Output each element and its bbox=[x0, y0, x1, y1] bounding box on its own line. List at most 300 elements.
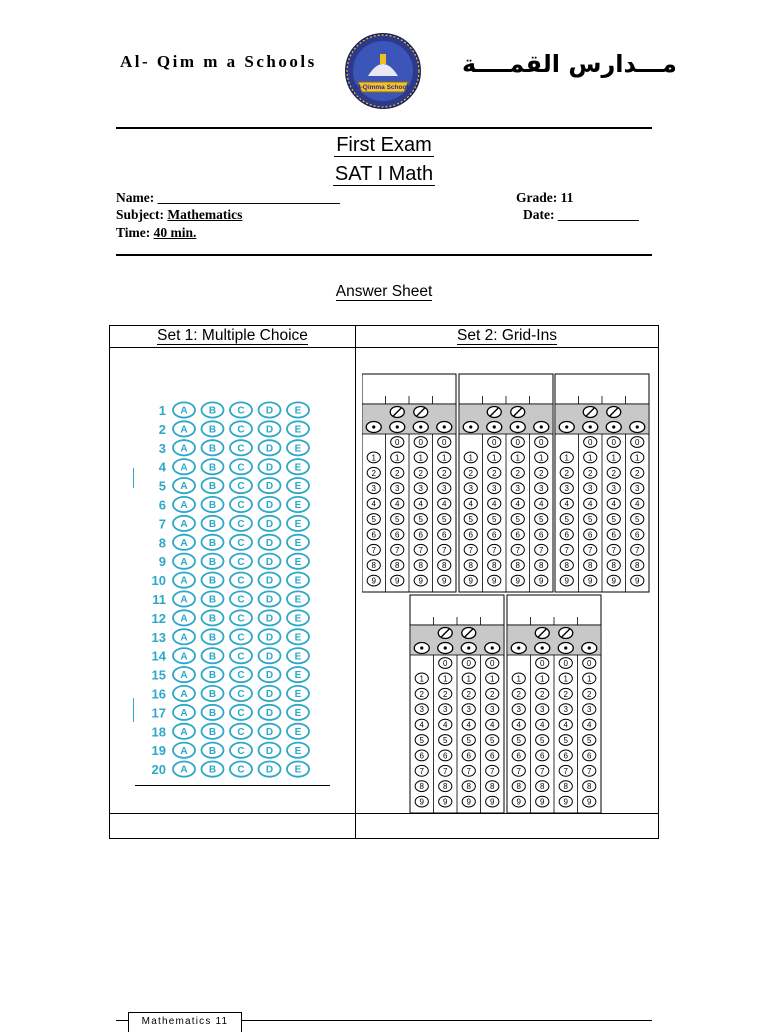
digit-bubble-9[interactable] bbox=[415, 796, 428, 807]
digit-bubble-9[interactable] bbox=[414, 575, 427, 586]
answer-bubble-A[interactable] bbox=[173, 421, 195, 436]
digit-bubble-3[interactable] bbox=[536, 704, 549, 715]
digit-bubble-5[interactable] bbox=[631, 514, 644, 525]
digit-bubble-3[interactable] bbox=[560, 483, 573, 494]
digit-bubble-3[interactable] bbox=[367, 483, 380, 494]
fraction-bubble[interactable] bbox=[511, 407, 525, 418]
answer-bubble-C[interactable] bbox=[230, 667, 252, 682]
digit-bubble-3[interactable] bbox=[535, 483, 548, 494]
digit-bubble-4[interactable] bbox=[367, 498, 380, 509]
digit-bubble-6[interactable] bbox=[536, 750, 549, 761]
digit-bubble-2[interactable] bbox=[511, 467, 524, 478]
digit-bubble-0[interactable] bbox=[438, 437, 451, 448]
digit-bubble-0[interactable] bbox=[414, 437, 427, 448]
answer-bubble-D[interactable] bbox=[259, 591, 281, 606]
answer-bubble-C[interactable] bbox=[230, 591, 252, 606]
digit-bubble-4[interactable] bbox=[488, 498, 501, 509]
digit-bubble-7[interactable] bbox=[560, 544, 573, 555]
digit-bubble-9[interactable] bbox=[559, 796, 572, 807]
answer-bubble-A[interactable] bbox=[173, 610, 195, 625]
digit-bubble-9[interactable] bbox=[486, 796, 499, 807]
digit-bubble-7[interactable] bbox=[559, 765, 572, 776]
digit-bubble-6[interactable] bbox=[607, 529, 620, 540]
digit-bubble-5[interactable] bbox=[438, 514, 451, 525]
decimal-bubble[interactable] bbox=[583, 422, 598, 433]
answer-bubble-D[interactable] bbox=[259, 554, 281, 569]
digit-bubble-5[interactable] bbox=[512, 735, 525, 746]
answer-bubble-C[interactable] bbox=[230, 478, 252, 493]
digit-bubble-9[interactable] bbox=[488, 575, 501, 586]
digit-bubble-1[interactable] bbox=[415, 673, 428, 684]
digit-bubble-3[interactable] bbox=[391, 483, 404, 494]
answer-bubble-A[interactable] bbox=[173, 762, 195, 777]
decimal-bubble[interactable] bbox=[582, 643, 597, 654]
answer-bubble-C[interactable] bbox=[230, 610, 252, 625]
digit-bubble-6[interactable] bbox=[535, 529, 548, 540]
digit-bubble-5[interactable] bbox=[583, 735, 596, 746]
answer-bubble-D[interactable] bbox=[259, 610, 281, 625]
digit-bubble-5[interactable] bbox=[486, 735, 499, 746]
digit-bubble-8[interactable] bbox=[512, 781, 525, 792]
digit-bubble-4[interactable] bbox=[536, 719, 549, 730]
digit-bubble-6[interactable] bbox=[488, 529, 501, 540]
digit-bubble-4[interactable] bbox=[462, 719, 475, 730]
digit-bubble-5[interactable] bbox=[488, 514, 501, 525]
digit-bubble-1[interactable] bbox=[535, 452, 548, 463]
digit-bubble-8[interactable] bbox=[486, 781, 499, 792]
answer-bubble-E[interactable] bbox=[287, 402, 309, 417]
digit-bubble-8[interactable] bbox=[607, 560, 620, 571]
answer-bubble-E[interactable] bbox=[287, 478, 309, 493]
digit-bubble-1[interactable] bbox=[560, 452, 573, 463]
answer-bubble-E[interactable] bbox=[287, 554, 309, 569]
digit-bubble-4[interactable] bbox=[607, 498, 620, 509]
answer-bubble-A[interactable] bbox=[173, 554, 195, 569]
answer-bubble-E[interactable] bbox=[287, 705, 309, 720]
digit-bubble-8[interactable] bbox=[536, 781, 549, 792]
answer-bubble-C[interactable] bbox=[230, 459, 252, 474]
digit-bubble-1[interactable] bbox=[439, 673, 452, 684]
digit-bubble-9[interactable] bbox=[367, 575, 380, 586]
digit-bubble-6[interactable] bbox=[462, 750, 475, 761]
digit-bubble-4[interactable] bbox=[391, 498, 404, 509]
digit-bubble-5[interactable] bbox=[462, 735, 475, 746]
digit-bubble-6[interactable] bbox=[560, 529, 573, 540]
answer-bubble-E[interactable] bbox=[287, 610, 309, 625]
digit-bubble-7[interactable] bbox=[438, 544, 451, 555]
digit-bubble-5[interactable] bbox=[414, 514, 427, 525]
answer-bubble-C[interactable] bbox=[230, 421, 252, 436]
answer-bubble-E[interactable] bbox=[287, 667, 309, 682]
digit-bubble-4[interactable] bbox=[559, 719, 572, 730]
digit-bubble-6[interactable] bbox=[559, 750, 572, 761]
digit-bubble-9[interactable] bbox=[391, 575, 404, 586]
answer-bubble-E[interactable] bbox=[287, 686, 309, 701]
answer-bubble-B[interactable] bbox=[202, 421, 224, 436]
answer-bubble-C[interactable] bbox=[230, 686, 252, 701]
digit-bubble-1[interactable] bbox=[367, 452, 380, 463]
digit-bubble-1[interactable] bbox=[584, 452, 597, 463]
digit-bubble-2[interactable] bbox=[486, 688, 499, 699]
digit-bubble-5[interactable] bbox=[607, 514, 620, 525]
digit-bubble-8[interactable] bbox=[367, 560, 380, 571]
digit-bubble-3[interactable] bbox=[462, 704, 475, 715]
digit-bubble-4[interactable] bbox=[631, 498, 644, 509]
answer-bubble-C[interactable] bbox=[230, 516, 252, 531]
digit-bubble-0[interactable] bbox=[511, 437, 524, 448]
digit-bubble-3[interactable] bbox=[438, 483, 451, 494]
digit-bubble-9[interactable] bbox=[462, 796, 475, 807]
answer-bubble-E[interactable] bbox=[287, 724, 309, 739]
digit-bubble-1[interactable] bbox=[559, 673, 572, 684]
digit-bubble-6[interactable] bbox=[414, 529, 427, 540]
decimal-bubble[interactable] bbox=[485, 643, 500, 654]
digit-bubble-7[interactable] bbox=[464, 544, 477, 555]
answer-bubble-D[interactable] bbox=[259, 629, 281, 644]
digit-bubble-6[interactable] bbox=[584, 529, 597, 540]
digit-bubble-6[interactable] bbox=[367, 529, 380, 540]
digit-bubble-2[interactable] bbox=[560, 467, 573, 478]
answer-bubble-C[interactable] bbox=[230, 535, 252, 550]
fraction-bubble[interactable] bbox=[438, 628, 452, 639]
digit-bubble-8[interactable] bbox=[511, 560, 524, 571]
digit-bubble-8[interactable] bbox=[584, 560, 597, 571]
decimal-bubble[interactable] bbox=[463, 422, 478, 433]
answer-bubble-C[interactable] bbox=[230, 724, 252, 739]
answer-bubble-A[interactable] bbox=[173, 516, 195, 531]
digit-bubble-5[interactable] bbox=[584, 514, 597, 525]
answer-bubble-D[interactable] bbox=[259, 705, 281, 720]
digit-bubble-1[interactable] bbox=[462, 673, 475, 684]
answer-bubble-A[interactable] bbox=[173, 478, 195, 493]
digit-bubble-7[interactable] bbox=[583, 765, 596, 776]
digit-bubble-3[interactable] bbox=[584, 483, 597, 494]
answer-bubble-B[interactable] bbox=[202, 743, 224, 758]
digit-bubble-4[interactable] bbox=[584, 498, 597, 509]
digit-bubble-1[interactable] bbox=[414, 452, 427, 463]
answer-bubble-D[interactable] bbox=[259, 648, 281, 663]
answer-bubble-E[interactable] bbox=[287, 440, 309, 455]
digit-bubble-7[interactable] bbox=[584, 544, 597, 555]
digit-bubble-8[interactable] bbox=[439, 781, 452, 792]
answer-bubble-B[interactable] bbox=[202, 573, 224, 588]
digit-bubble-7[interactable] bbox=[631, 544, 644, 555]
decimal-bubble[interactable] bbox=[535, 643, 550, 654]
digit-bubble-9[interactable] bbox=[511, 575, 524, 586]
digit-bubble-0[interactable] bbox=[583, 658, 596, 669]
digit-bubble-9[interactable] bbox=[607, 575, 620, 586]
answer-bubble-C[interactable] bbox=[230, 743, 252, 758]
digit-bubble-4[interactable] bbox=[560, 498, 573, 509]
digit-bubble-8[interactable] bbox=[559, 781, 572, 792]
digit-bubble-1[interactable] bbox=[536, 673, 549, 684]
digit-bubble-9[interactable] bbox=[512, 796, 525, 807]
decimal-bubble[interactable] bbox=[630, 422, 645, 433]
answer-bubble-A[interactable] bbox=[173, 497, 195, 512]
digit-bubble-5[interactable] bbox=[536, 735, 549, 746]
digit-bubble-4[interactable] bbox=[438, 498, 451, 509]
answer-bubble-D[interactable] bbox=[259, 724, 281, 739]
digit-bubble-1[interactable] bbox=[607, 452, 620, 463]
digit-bubble-0[interactable] bbox=[559, 658, 572, 669]
digit-bubble-1[interactable] bbox=[511, 452, 524, 463]
digit-bubble-8[interactable] bbox=[462, 781, 475, 792]
date-blank[interactable]: ____________ bbox=[557, 207, 639, 222]
digit-bubble-8[interactable] bbox=[464, 560, 477, 571]
digit-bubble-4[interactable] bbox=[535, 498, 548, 509]
answer-bubble-A[interactable] bbox=[173, 705, 195, 720]
digit-bubble-2[interactable] bbox=[559, 688, 572, 699]
digit-bubble-3[interactable] bbox=[486, 704, 499, 715]
digit-bubble-2[interactable] bbox=[512, 688, 525, 699]
digit-bubble-4[interactable] bbox=[414, 498, 427, 509]
decimal-bubble[interactable] bbox=[511, 643, 526, 654]
digit-bubble-2[interactable] bbox=[535, 467, 548, 478]
digit-bubble-7[interactable] bbox=[536, 765, 549, 776]
digit-bubble-0[interactable] bbox=[391, 437, 404, 448]
digit-bubble-2[interactable] bbox=[391, 467, 404, 478]
decimal-bubble[interactable] bbox=[366, 422, 381, 433]
answer-bubble-D[interactable] bbox=[259, 686, 281, 701]
answer-bubble-A[interactable] bbox=[173, 648, 195, 663]
answer-bubble-D[interactable] bbox=[259, 421, 281, 436]
digit-bubble-1[interactable] bbox=[512, 673, 525, 684]
answer-bubble-C[interactable] bbox=[230, 629, 252, 644]
digit-bubble-4[interactable] bbox=[439, 719, 452, 730]
digit-bubble-8[interactable] bbox=[414, 560, 427, 571]
digit-bubble-7[interactable] bbox=[415, 765, 428, 776]
digit-bubble-2[interactable] bbox=[536, 688, 549, 699]
answer-bubble-C[interactable] bbox=[230, 705, 252, 720]
decimal-bubble[interactable] bbox=[558, 643, 573, 654]
answer-bubble-D[interactable] bbox=[259, 667, 281, 682]
digit-bubble-2[interactable] bbox=[464, 467, 477, 478]
decimal-bubble[interactable] bbox=[510, 422, 525, 433]
digit-bubble-4[interactable] bbox=[583, 719, 596, 730]
answer-bubble-B[interactable] bbox=[202, 762, 224, 777]
answer-bubble-B[interactable] bbox=[202, 667, 224, 682]
answer-bubble-E[interactable] bbox=[287, 629, 309, 644]
digit-bubble-2[interactable] bbox=[583, 688, 596, 699]
digit-bubble-7[interactable] bbox=[535, 544, 548, 555]
digit-bubble-2[interactable] bbox=[439, 688, 452, 699]
fraction-bubble[interactable] bbox=[462, 628, 476, 639]
decimal-bubble[interactable] bbox=[414, 643, 429, 654]
fraction-bubble[interactable] bbox=[414, 407, 428, 418]
answer-bubble-A[interactable] bbox=[173, 591, 195, 606]
digit-bubble-8[interactable] bbox=[535, 560, 548, 571]
digit-bubble-0[interactable] bbox=[607, 437, 620, 448]
digit-bubble-2[interactable] bbox=[584, 467, 597, 478]
answer-bubble-B[interactable] bbox=[202, 535, 224, 550]
answer-bubble-E[interactable] bbox=[287, 516, 309, 531]
answer-bubble-E[interactable] bbox=[287, 648, 309, 663]
answer-bubble-B[interactable] bbox=[202, 629, 224, 644]
answer-bubble-D[interactable] bbox=[259, 478, 281, 493]
digit-bubble-6[interactable] bbox=[415, 750, 428, 761]
answer-bubble-E[interactable] bbox=[287, 497, 309, 512]
digit-bubble-2[interactable] bbox=[415, 688, 428, 699]
digit-bubble-6[interactable] bbox=[438, 529, 451, 540]
digit-bubble-1[interactable] bbox=[488, 452, 501, 463]
digit-bubble-0[interactable] bbox=[486, 658, 499, 669]
answer-bubble-C[interactable] bbox=[230, 554, 252, 569]
answer-bubble-B[interactable] bbox=[202, 554, 224, 569]
digit-bubble-1[interactable] bbox=[391, 452, 404, 463]
digit-bubble-3[interactable] bbox=[464, 483, 477, 494]
name-blank[interactable]: ___________________________ bbox=[157, 190, 340, 205]
digit-bubble-3[interactable] bbox=[414, 483, 427, 494]
answer-bubble-D[interactable] bbox=[259, 573, 281, 588]
answer-bubble-B[interactable] bbox=[202, 402, 224, 417]
decimal-bubble[interactable] bbox=[413, 422, 428, 433]
digit-bubble-6[interactable] bbox=[512, 750, 525, 761]
digit-bubble-3[interactable] bbox=[559, 704, 572, 715]
answer-bubble-A[interactable] bbox=[173, 402, 195, 417]
answer-bubble-D[interactable] bbox=[259, 516, 281, 531]
digit-bubble-6[interactable] bbox=[464, 529, 477, 540]
digit-bubble-0[interactable] bbox=[584, 437, 597, 448]
digit-bubble-2[interactable] bbox=[438, 467, 451, 478]
answer-bubble-C[interactable] bbox=[230, 440, 252, 455]
digit-bubble-3[interactable] bbox=[631, 483, 644, 494]
answer-bubble-A[interactable] bbox=[173, 724, 195, 739]
answer-bubble-A[interactable] bbox=[173, 667, 195, 682]
answer-bubble-B[interactable] bbox=[202, 459, 224, 474]
digit-bubble-5[interactable] bbox=[535, 514, 548, 525]
digit-bubble-3[interactable] bbox=[607, 483, 620, 494]
digit-bubble-6[interactable] bbox=[439, 750, 452, 761]
answer-bubble-A[interactable] bbox=[173, 459, 195, 474]
digit-bubble-8[interactable] bbox=[488, 560, 501, 571]
digit-bubble-5[interactable] bbox=[391, 514, 404, 525]
digit-bubble-9[interactable] bbox=[535, 575, 548, 586]
digit-bubble-1[interactable] bbox=[631, 452, 644, 463]
digit-bubble-5[interactable] bbox=[511, 514, 524, 525]
answer-bubble-C[interactable] bbox=[230, 497, 252, 512]
digit-bubble-7[interactable] bbox=[511, 544, 524, 555]
digit-bubble-4[interactable] bbox=[464, 498, 477, 509]
answer-bubble-E[interactable] bbox=[287, 573, 309, 588]
answer-bubble-B[interactable] bbox=[202, 478, 224, 493]
decimal-bubble[interactable] bbox=[534, 422, 549, 433]
answer-bubble-E[interactable] bbox=[287, 421, 309, 436]
digit-bubble-0[interactable] bbox=[535, 437, 548, 448]
answer-bubble-C[interactable] bbox=[230, 573, 252, 588]
digit-bubble-6[interactable] bbox=[391, 529, 404, 540]
digit-bubble-4[interactable] bbox=[512, 719, 525, 730]
digit-bubble-7[interactable] bbox=[607, 544, 620, 555]
answer-bubble-A[interactable] bbox=[173, 440, 195, 455]
answer-bubble-B[interactable] bbox=[202, 686, 224, 701]
fraction-bubble[interactable] bbox=[487, 407, 501, 418]
decimal-bubble[interactable] bbox=[461, 643, 476, 654]
digit-bubble-9[interactable] bbox=[583, 796, 596, 807]
fraction-bubble[interactable] bbox=[583, 407, 597, 418]
digit-bubble-9[interactable] bbox=[536, 796, 549, 807]
digit-bubble-2[interactable] bbox=[462, 688, 475, 699]
answer-bubble-A[interactable] bbox=[173, 686, 195, 701]
digit-bubble-4[interactable] bbox=[511, 498, 524, 509]
digit-bubble-3[interactable] bbox=[511, 483, 524, 494]
digit-bubble-7[interactable] bbox=[462, 765, 475, 776]
digit-bubble-6[interactable] bbox=[583, 750, 596, 761]
digit-bubble-9[interactable] bbox=[631, 575, 644, 586]
answer-bubble-B[interactable] bbox=[202, 724, 224, 739]
fraction-bubble[interactable] bbox=[559, 628, 573, 639]
digit-bubble-8[interactable] bbox=[560, 560, 573, 571]
digit-bubble-3[interactable] bbox=[488, 483, 501, 494]
digit-bubble-2[interactable] bbox=[414, 467, 427, 478]
decimal-bubble[interactable] bbox=[559, 422, 574, 433]
answer-bubble-E[interactable] bbox=[287, 743, 309, 758]
answer-bubble-B[interactable] bbox=[202, 497, 224, 512]
digit-bubble-5[interactable] bbox=[559, 735, 572, 746]
digit-bubble-7[interactable] bbox=[414, 544, 427, 555]
digit-bubble-5[interactable] bbox=[464, 514, 477, 525]
digit-bubble-1[interactable] bbox=[486, 673, 499, 684]
answer-bubble-B[interactable] bbox=[202, 610, 224, 625]
digit-bubble-7[interactable] bbox=[488, 544, 501, 555]
digit-bubble-5[interactable] bbox=[367, 514, 380, 525]
answer-bubble-D[interactable] bbox=[259, 459, 281, 474]
answer-bubble-B[interactable] bbox=[202, 516, 224, 531]
digit-bubble-9[interactable] bbox=[438, 575, 451, 586]
decimal-bubble[interactable] bbox=[438, 643, 453, 654]
digit-bubble-2[interactable] bbox=[367, 467, 380, 478]
decimal-bubble[interactable] bbox=[487, 422, 502, 433]
answer-bubble-E[interactable] bbox=[287, 535, 309, 550]
decimal-bubble[interactable] bbox=[437, 422, 452, 433]
answer-bubble-D[interactable] bbox=[259, 762, 281, 777]
decimal-bubble[interactable] bbox=[390, 422, 405, 433]
digit-bubble-2[interactable] bbox=[488, 467, 501, 478]
digit-bubble-5[interactable] bbox=[439, 735, 452, 746]
answer-bubble-D[interactable] bbox=[259, 402, 281, 417]
answer-bubble-D[interactable] bbox=[259, 440, 281, 455]
digit-bubble-8[interactable] bbox=[415, 781, 428, 792]
digit-bubble-8[interactable] bbox=[631, 560, 644, 571]
digit-bubble-3[interactable] bbox=[583, 704, 596, 715]
answer-bubble-A[interactable] bbox=[173, 743, 195, 758]
digit-bubble-8[interactable] bbox=[438, 560, 451, 571]
digit-bubble-3[interactable] bbox=[415, 704, 428, 715]
fraction-bubble[interactable] bbox=[607, 407, 621, 418]
digit-bubble-9[interactable] bbox=[560, 575, 573, 586]
answer-bubble-C[interactable] bbox=[230, 762, 252, 777]
answer-bubble-A[interactable] bbox=[173, 573, 195, 588]
answer-bubble-E[interactable] bbox=[287, 459, 309, 474]
answer-bubble-B[interactable] bbox=[202, 440, 224, 455]
digit-bubble-7[interactable] bbox=[486, 765, 499, 776]
answer-bubble-B[interactable] bbox=[202, 591, 224, 606]
digit-bubble-9[interactable] bbox=[439, 796, 452, 807]
digit-bubble-1[interactable] bbox=[583, 673, 596, 684]
digit-bubble-3[interactable] bbox=[439, 704, 452, 715]
digit-bubble-6[interactable] bbox=[486, 750, 499, 761]
digit-bubble-5[interactable] bbox=[415, 735, 428, 746]
answer-bubble-D[interactable] bbox=[259, 743, 281, 758]
answer-bubble-D[interactable] bbox=[259, 497, 281, 512]
answer-bubble-C[interactable] bbox=[230, 648, 252, 663]
digit-bubble-1[interactable] bbox=[464, 452, 477, 463]
digit-bubble-7[interactable] bbox=[512, 765, 525, 776]
answer-bubble-C[interactable] bbox=[230, 402, 252, 417]
answer-bubble-E[interactable] bbox=[287, 591, 309, 606]
digit-bubble-0[interactable] bbox=[439, 658, 452, 669]
digit-bubble-4[interactable] bbox=[486, 719, 499, 730]
digit-bubble-8[interactable] bbox=[391, 560, 404, 571]
